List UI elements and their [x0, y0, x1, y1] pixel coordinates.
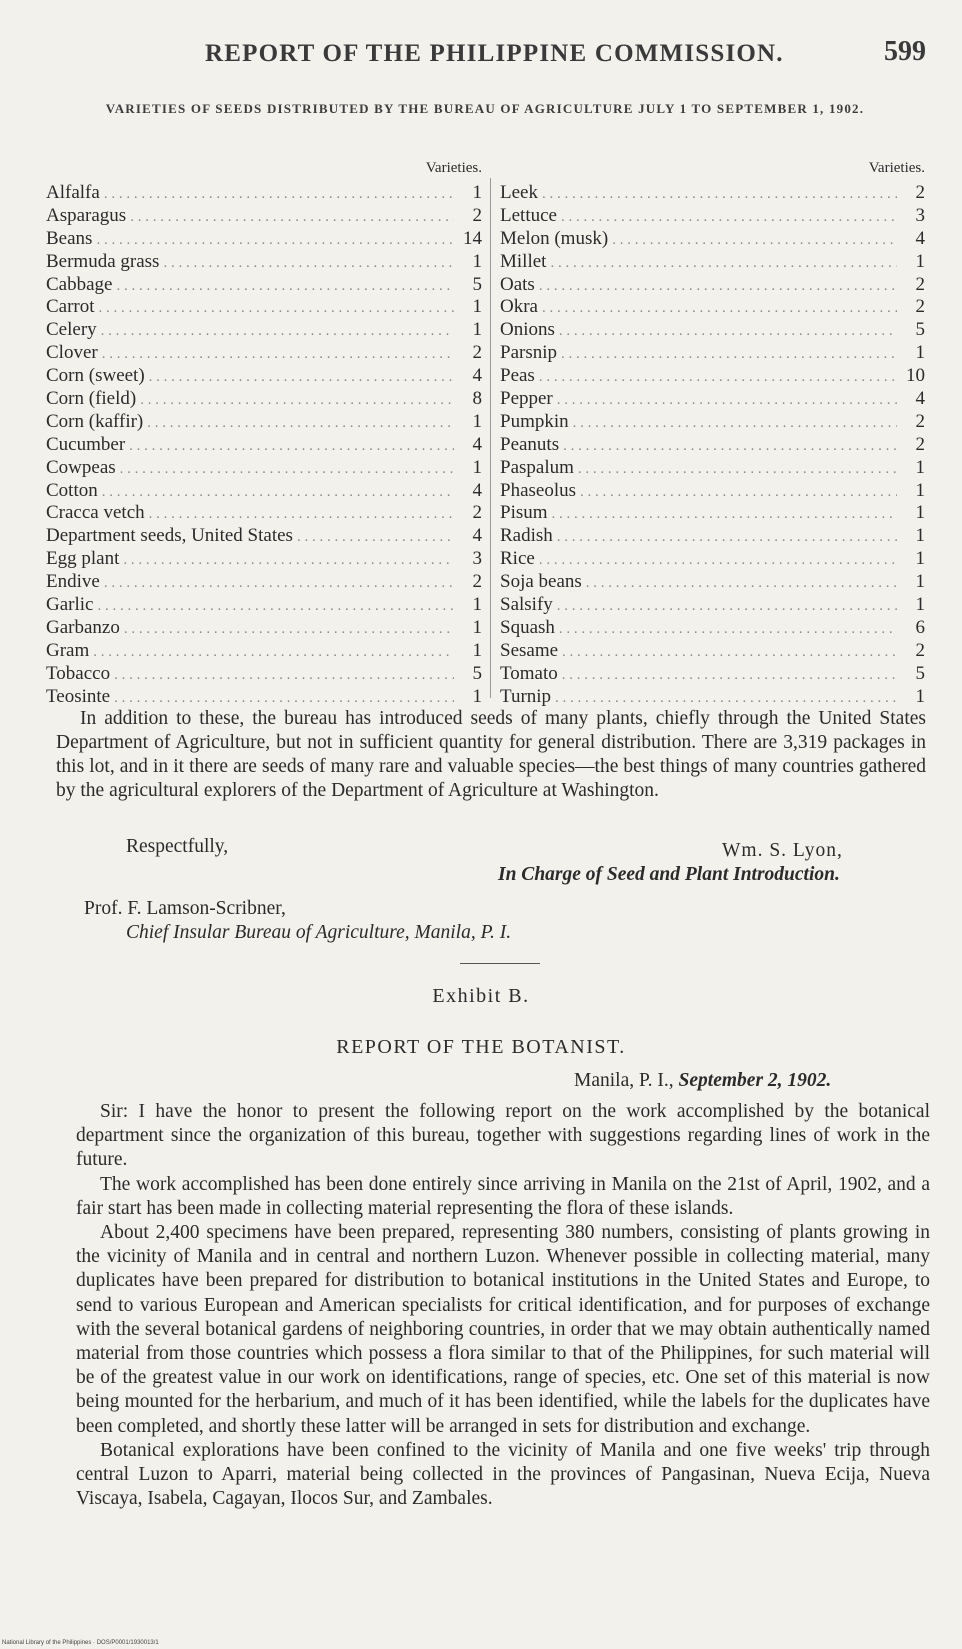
table-row — [500, 686, 925, 709]
report-body — [76, 1100, 930, 1511]
variety-count: 1 — [472, 410, 482, 432]
body-paragraph: Botanical explorations have been confined to the vicinity of Manila and one five weeks' trip through central Luzon to Aparri, material being collected in the provinces of Pangasinan, Nueva Ecija, Nueva Viscaya, Isabela, Cagayan, Ilocos Sur, and Zambales. — [76, 1439, 930, 1510]
page-header — [0, 36, 962, 76]
table-row — [46, 228, 482, 251]
seed-name: Salsify — [500, 594, 553, 616]
seed-name: Squash — [500, 616, 555, 638]
variety-count: 1 — [915, 479, 925, 501]
page-number: 599 — [884, 36, 926, 67]
variety-count: 1 — [915, 250, 925, 272]
variety-count: 1 — [472, 639, 482, 661]
seed-name: Garbanzo — [46, 616, 120, 638]
leader-dots — [551, 690, 897, 707]
variety-count: 4 — [472, 479, 482, 501]
table-title: VARIETIES OF SEEDS DISTRIBUTED BY THE BUREAU OF AGRICULTURE JULY 1 TO SEPTEMBER 1, 1902. — [105, 101, 865, 116]
closing: Respectfully, — [126, 836, 229, 857]
leader-dots — [136, 392, 454, 409]
table-row — [46, 251, 482, 274]
variety-count: 4 — [915, 388, 925, 410]
table-row — [500, 319, 925, 342]
seed-name: Pumpkin — [500, 410, 569, 432]
variety-count: 1 — [915, 685, 925, 707]
seed-name: Tobacco — [46, 662, 111, 684]
seed-table-left — [46, 160, 482, 708]
variety-count: 1 — [915, 342, 925, 364]
leader-dots — [98, 484, 454, 501]
leader-dots — [553, 392, 897, 409]
signature-name: Wm. S. Lyon, — [722, 840, 843, 861]
leader-dots — [557, 346, 897, 363]
variety-count: 5 — [472, 662, 482, 684]
variety-count: 3 — [472, 548, 482, 570]
leader-dots — [110, 667, 454, 684]
variety-count: 4 — [472, 365, 482, 387]
table-row — [46, 388, 482, 411]
table-row — [46, 594, 482, 617]
variety-count: 4 — [472, 433, 482, 455]
seed-table-right — [500, 160, 925, 708]
seed-name: Turnip — [500, 685, 552, 707]
table-row — [500, 525, 925, 548]
intro-paragraph: In addition to these, the bureau has introduced seeds of many plants, chiefly through the United States Department of Agriculture, but not in sufficient quantity for general distribution. There are 3,319 packages in this lot, and in it there are seeds of many rare and valuable species—the best things of many countries gathered by the agricultural explorers of the Department of Agriculture at Washington. — [56, 708, 926, 801]
leader-dots — [535, 552, 897, 569]
variety-count: 2 — [472, 571, 482, 593]
variety-count: 6 — [915, 616, 925, 638]
leader-dots — [582, 575, 897, 592]
variety-count: 2 — [915, 273, 925, 295]
variety-count: 10 — [906, 365, 925, 387]
table-row — [500, 182, 925, 205]
table-row — [46, 640, 482, 663]
table-row — [46, 617, 482, 640]
variety-count: 2 — [915, 182, 925, 203]
table-row — [500, 434, 925, 457]
dateline-place: Manila, P. I., — [574, 1070, 674, 1091]
table-row — [500, 274, 925, 297]
variety-count: 2 — [915, 639, 925, 661]
signature-title: In Charge of Seed and Plant Introduction. — [498, 864, 840, 885]
seed-name: Corn (field) — [46, 388, 137, 410]
variety-count: 2 — [915, 296, 925, 318]
table-row — [500, 480, 925, 503]
leader-dots — [293, 529, 454, 546]
table-row — [500, 228, 925, 251]
seed-name: Cowpeas — [46, 456, 116, 478]
table-row — [46, 182, 482, 205]
leader-dots — [555, 621, 897, 638]
seed-name: Radish — [500, 525, 553, 547]
table-row — [46, 663, 482, 686]
leader-dots — [558, 667, 897, 684]
leader-dots — [92, 232, 454, 249]
dateline-date: September 2, 1902. — [678, 1070, 832, 1091]
table-row — [46, 274, 482, 297]
leader-dots — [535, 278, 897, 295]
seed-name: Millet — [500, 250, 547, 272]
addressee-title: Chief Insular Bureau of Agriculture, Manila, P. I. — [126, 922, 512, 943]
leader-dots — [125, 438, 454, 455]
leader-dots — [89, 644, 454, 661]
leader-dots — [98, 346, 454, 363]
table-row — [500, 617, 925, 640]
leader-dots — [538, 186, 897, 203]
exhibit-heading: Exhibit B. — [432, 985, 530, 1007]
leader-dots — [535, 369, 897, 386]
variety-count: 4 — [915, 227, 925, 249]
seed-name: Corn (sweet) — [46, 365, 145, 387]
column-header: Varieties. — [868, 160, 925, 176]
variety-count: 8 — [472, 388, 482, 410]
leader-dots — [116, 461, 454, 478]
seed-name: Celery — [46, 319, 97, 341]
table-row — [500, 388, 925, 411]
table-row — [500, 411, 925, 434]
leader-dots — [110, 690, 454, 707]
leader-dots — [95, 300, 454, 317]
variety-count: 3 — [915, 204, 925, 226]
seed-name: Tomato — [500, 662, 558, 684]
variety-count: 1 — [472, 685, 482, 707]
seed-name: Teosinte — [46, 685, 111, 707]
variety-count: 2 — [472, 502, 482, 524]
column-header: Varieties. — [425, 160, 482, 176]
seed-name: Garlic — [46, 594, 94, 616]
leader-dots — [100, 186, 454, 203]
table-row — [500, 457, 925, 480]
seed-name: Cotton — [46, 479, 98, 501]
table-row — [500, 342, 925, 365]
seed-name: Phaseolus — [500, 479, 576, 501]
variety-count: 1 — [915, 594, 925, 616]
seed-name: Peanuts — [500, 433, 560, 455]
variety-count: 14 — [463, 227, 482, 249]
seed-name: Alfalfa — [46, 182, 100, 203]
seed-name: Beans — [46, 227, 93, 249]
leader-dots — [145, 506, 454, 523]
variety-count: 4 — [472, 525, 482, 547]
body-paragraph: About 2,400 specimens have been prepared, representing 380 numbers, consisting of plants growing in the vicinity of Manila and in central and northern Luzon. Whenever possible in collecting material, many duplicates have been prepared for distribution to botanical institutions in the United States and Europe, to send to various European and American specialists for critical identification, and for purposes of exchange with the several botanical gardens of neighboring countries, in order that we may obtain authentically named material from those countries which possess a flora similar to that of the Philippines, for such material will be of the greatest value in our work on identifications, range of species, etc. One set of this material is now being mounted for the herbarium, and much of it has been identified, while the labels for the duplicates have been completed, and shortly these latter will be arranged in sets for distribution and exchange. — [76, 1222, 930, 1437]
seed-name: Cracca vetch — [46, 502, 145, 524]
variety-count: 5 — [915, 662, 925, 684]
seed-name: Egg plant — [46, 548, 120, 570]
leader-dots — [569, 415, 897, 432]
running-head: REPORT OF THE PHILIPPINE COMMISSION. — [205, 40, 784, 67]
variety-count: 1 — [472, 182, 482, 203]
table-row — [500, 365, 925, 388]
body-paragraph: The work accomplished has been done entirely since arriving in Manila on the 21st of April, 1902, and a fair start has been made in collecting material representing the flora of these islands. — [76, 1173, 930, 1219]
variety-count: 5 — [915, 319, 925, 341]
variety-count: 1 — [915, 456, 925, 478]
table-row — [46, 571, 482, 594]
table-row — [46, 296, 482, 319]
seed-name: Soja beans — [500, 571, 582, 593]
seed-name: Bermuda grass — [46, 250, 160, 272]
table-row — [500, 296, 925, 319]
table-row — [500, 205, 925, 228]
seed-name: Pepper — [500, 388, 553, 410]
variety-count: 1 — [472, 250, 482, 272]
table-row — [46, 205, 482, 228]
leader-dots — [574, 461, 897, 478]
leader-dots — [546, 255, 897, 272]
leader-dots — [608, 232, 897, 249]
column-divider — [490, 178, 491, 698]
table-row — [46, 548, 482, 571]
leader-dots — [143, 415, 454, 432]
table-row — [46, 411, 482, 434]
table-row — [46, 365, 482, 388]
leader-dots — [159, 255, 454, 272]
variety-count: 1 — [915, 571, 925, 593]
seed-name: Cucumber — [46, 433, 126, 455]
variety-count: 2 — [472, 342, 482, 364]
variety-count: 1 — [915, 525, 925, 547]
leader-dots — [145, 369, 454, 386]
body-paragraph: Sir: I have the honor to present the following report on the work accomplished by the botanical department since the organization of this bureau, together with suggestions regarding lines of work in the future. — [76, 1101, 930, 1171]
archive-footer: National Library of the Philippines · DOS/P0001/1930013/1 — [2, 1640, 159, 1646]
table-row — [500, 502, 925, 525]
table-row — [46, 319, 482, 342]
variety-count: 1 — [915, 548, 925, 570]
table-row — [46, 502, 482, 525]
leader-dots — [553, 529, 897, 546]
table-row — [46, 686, 482, 709]
seed-name: Pisum — [500, 502, 548, 524]
leader-dots — [557, 209, 897, 226]
leader-dots — [97, 323, 454, 340]
leader-dots — [93, 598, 454, 615]
seed-name: Peas — [500, 365, 535, 387]
table-row — [500, 571, 925, 594]
seed-name: Clover — [46, 342, 98, 364]
leader-dots — [559, 438, 897, 455]
table-row — [46, 457, 482, 480]
table-row — [46, 342, 482, 365]
seed-name: Department seeds, United States — [46, 525, 293, 547]
leader-dots — [558, 644, 897, 661]
variety-count: 1 — [915, 502, 925, 524]
leader-dots — [553, 598, 897, 615]
variety-count: 2 — [472, 204, 482, 226]
seed-name: Paspalum — [500, 456, 574, 478]
dateline — [574, 1070, 831, 1092]
seed-name: Onions — [500, 319, 555, 341]
report-title: REPORT OF THE BOTANIST. — [336, 1036, 626, 1058]
leader-dots — [119, 552, 454, 569]
variety-count: 1 — [472, 296, 482, 318]
leader-dots — [555, 323, 897, 340]
seed-name: Oats — [500, 273, 535, 295]
table-row — [500, 548, 925, 571]
leader-dots — [576, 484, 897, 501]
table-row — [500, 640, 925, 663]
section-rule — [460, 963, 540, 964]
variety-count: 1 — [472, 616, 482, 638]
seed-name: Sesame — [500, 639, 559, 661]
variety-count: 1 — [472, 319, 482, 341]
seed-name: Cabbage — [46, 273, 113, 295]
variety-count: 5 — [472, 273, 482, 295]
table-row — [46, 434, 482, 457]
leader-dots — [538, 300, 897, 317]
seed-name: Carrot — [46, 296, 95, 318]
leader-dots — [100, 575, 454, 592]
variety-count: 1 — [472, 456, 482, 478]
variety-count: 2 — [915, 410, 925, 432]
seed-name: Okra — [500, 296, 538, 318]
seed-name: Lettuce — [500, 204, 557, 226]
seed-name: Melon (musk) — [500, 227, 609, 249]
addressee-name: Prof. F. Lamson-Scribner, — [84, 898, 286, 919]
seed-name: Asparagus — [46, 204, 127, 226]
seed-name: Leek — [500, 182, 538, 203]
variety-count: 2 — [915, 433, 925, 455]
table-row — [500, 251, 925, 274]
leader-dots — [548, 506, 897, 523]
table-row — [500, 594, 925, 617]
table-row — [46, 525, 482, 548]
seed-name: Corn (kaffir) — [46, 410, 144, 432]
variety-count: 1 — [472, 594, 482, 616]
table-row — [500, 663, 925, 686]
leader-dots — [126, 209, 454, 226]
table-row — [46, 480, 482, 503]
leader-dots — [112, 278, 454, 295]
seed-name: Rice — [500, 548, 535, 570]
seed-name: Endive — [46, 571, 100, 593]
leader-dots — [120, 621, 454, 638]
seed-name: Gram — [46, 639, 90, 661]
seed-name: Parsnip — [500, 342, 557, 364]
